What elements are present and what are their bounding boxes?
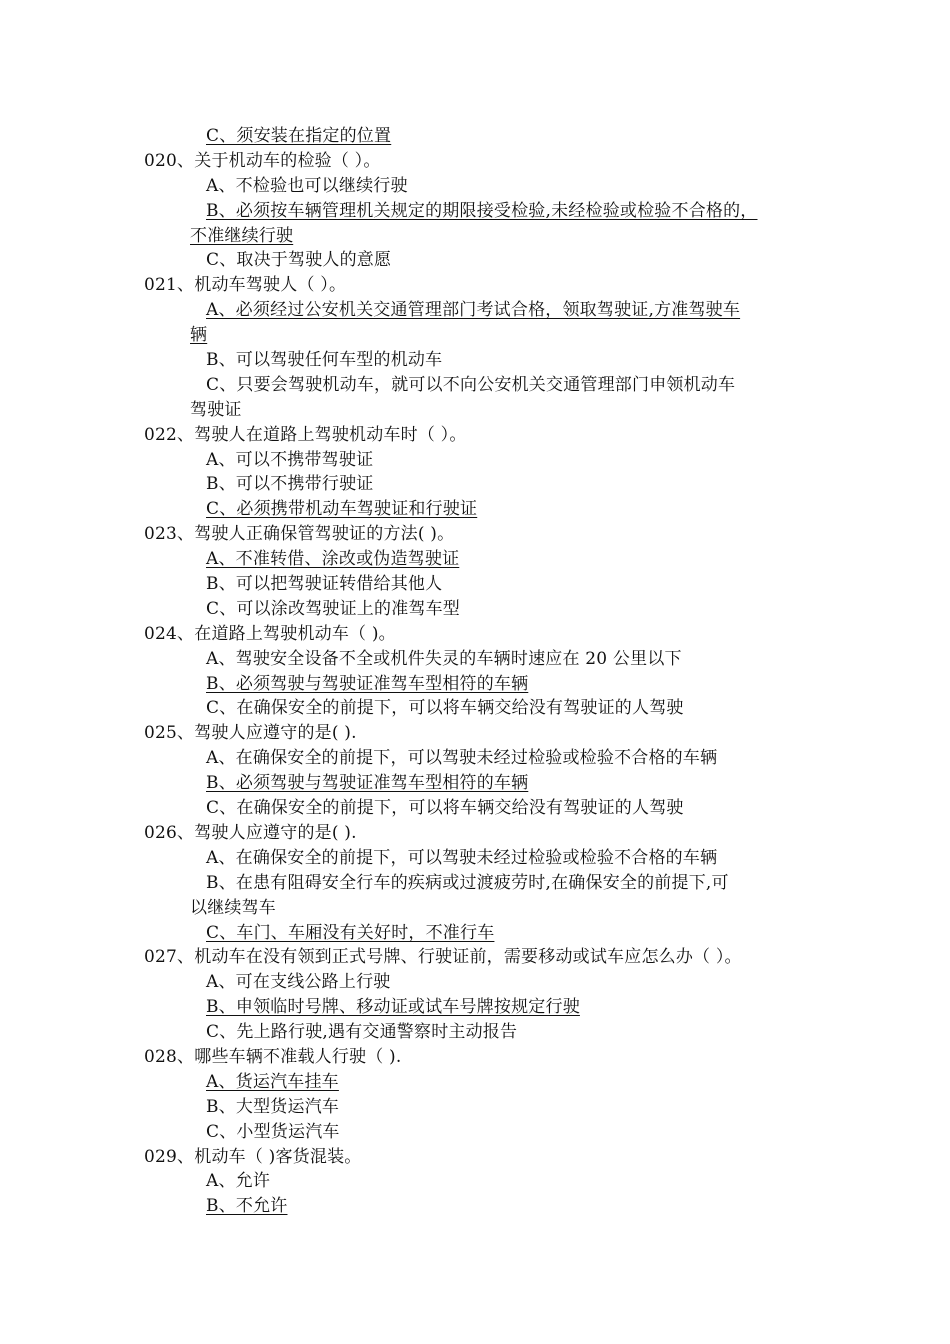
correct-answer-text: A、货运汽车挂车 bbox=[206, 1071, 339, 1092]
continuation-line bbox=[0, 224, 950, 249]
continuation-line bbox=[0, 323, 950, 348]
line-text: C、先上路行驶,遇有交通警察时主动报告 bbox=[206, 1022, 518, 1043]
line-text: 024、在道路上驾驶机动车（ )。 bbox=[144, 623, 396, 644]
question-line bbox=[0, 149, 950, 174]
line-text: C、取决于驾驶人的意愿 bbox=[206, 250, 392, 271]
question-line bbox=[0, 1045, 950, 1070]
correct-answer-text: C、须安装在指定的位置 bbox=[206, 126, 392, 146]
question-line bbox=[0, 1145, 950, 1170]
question-line bbox=[0, 423, 950, 448]
option-line bbox=[0, 647, 950, 672]
option-line bbox=[0, 174, 950, 199]
option-line bbox=[0, 1194, 950, 1219]
line-text: B、可以驾驶任何车型的机动车 bbox=[206, 350, 443, 371]
line-text: A、可在支线公路上行驶 bbox=[206, 972, 391, 993]
correct-answer-text: B、不允许 bbox=[206, 1196, 288, 1217]
continuation-line bbox=[0, 398, 950, 423]
correct-answer-text: B、申领临时号牌、移动证或试车号牌按规定行驶 bbox=[206, 997, 580, 1018]
correct-answer-text: 辆 bbox=[190, 325, 208, 346]
document-page bbox=[0, 124, 950, 1219]
option-line bbox=[0, 1120, 950, 1145]
line-text: 022、驾驶人在道路上驾驶机动车时（ ）。 bbox=[144, 424, 467, 445]
option-line bbox=[0, 871, 950, 896]
continuation-line bbox=[0, 896, 950, 921]
line-text: 驾驶证 bbox=[190, 399, 242, 420]
line-text: B、可以把驾驶证转借给其他人 bbox=[206, 574, 443, 595]
line-text: 025、驾驶人应遵守的是( ). bbox=[144, 723, 357, 744]
line-text: C、小型货运汽车 bbox=[206, 1121, 340, 1142]
option-line bbox=[0, 1020, 950, 1045]
option-line bbox=[0, 298, 950, 323]
correct-answer-text: C、必须携带机动车驾驶证和行驶证 bbox=[206, 499, 478, 520]
option-line bbox=[0, 448, 950, 473]
line-text: 023、驾驶人正确保管驾驶证的方法( )。 bbox=[144, 524, 455, 545]
option-line bbox=[0, 199, 950, 224]
correct-answer-text: A、不准转借、涂改或伪造驾驶证 bbox=[206, 549, 460, 570]
line-text: A、在确保安全的前提下，可以驾驶未经过检验或检验不合格的车辆 bbox=[206, 847, 718, 868]
line-text: B、可以不携带行驶证 bbox=[206, 474, 374, 495]
question-line bbox=[0, 721, 950, 746]
option-line bbox=[0, 248, 950, 273]
question-line bbox=[0, 273, 950, 298]
correct-answer-text: 不准继续行驶 bbox=[190, 225, 294, 246]
option-line bbox=[0, 124, 950, 149]
question-line bbox=[0, 945, 950, 970]
correct-answer-text: B、必须按车辆管理机关规定的期限接受检验,未经检验或检验不合格的， bbox=[206, 200, 758, 221]
line-text: C、可以涂改驾驶证上的准驾车型 bbox=[206, 598, 461, 619]
correct-answer-text: B、必须驾驶与驾驶证准驾车型相符的车辆 bbox=[206, 673, 529, 694]
option-line bbox=[0, 696, 950, 721]
option-line bbox=[0, 796, 950, 821]
line-text: 027、机动车在没有领到正式号牌、行驶证前，需要移动或试车应怎么办（ ）。 bbox=[144, 947, 742, 968]
option-line bbox=[0, 572, 950, 597]
line-text: 021、机动车驾驶人（ ）。 bbox=[144, 275, 347, 296]
option-line bbox=[0, 970, 950, 995]
line-text: C、在确保安全的前提下，可以将车辆交给没有驾驶证的人驾驶 bbox=[206, 698, 684, 719]
line-text: B、在患有阻碍安全行车的疾病或过渡疲劳时,在确保安全的前提下,可 bbox=[206, 872, 729, 893]
option-line bbox=[0, 1169, 950, 1194]
line-text: C、在确保安全的前提下，可以将车辆交给没有驾驶证的人驾驶 bbox=[206, 798, 684, 819]
option-line bbox=[0, 995, 950, 1020]
question-line bbox=[0, 821, 950, 846]
option-line bbox=[0, 771, 950, 796]
option-line bbox=[0, 547, 950, 572]
line-text: B、大型货运汽车 bbox=[206, 1096, 340, 1117]
correct-answer-text: C、车门、车厢没有关好时，不准行车 bbox=[206, 922, 495, 943]
line-text: 029、机动车（ )客货混装。 bbox=[144, 1146, 362, 1167]
line-text: 020、关于机动车的检验（ ）。 bbox=[144, 150, 381, 171]
line-text: A、不检验也可以继续行驶 bbox=[206, 175, 408, 196]
option-line bbox=[0, 746, 950, 771]
line-text: 026、驾驶人应遵守的是( ). bbox=[144, 822, 357, 843]
option-line bbox=[0, 348, 950, 373]
correct-answer-text: B、必须驾驶与驾驶证准驾车型相符的车辆 bbox=[206, 773, 529, 794]
line-text: C、只要会驾驶机动车，就可以不向公安机关交通管理部门申领机动车 bbox=[206, 374, 736, 395]
correct-answer-text: A、必须经过公安机关交通管理部门考试合格，领取驾驶证,方准驾驶车 bbox=[206, 300, 741, 321]
line-text: A、驾驶安全设备不全或机件失灵的车辆时速应在 20 公里以下 bbox=[206, 648, 682, 669]
option-line bbox=[0, 373, 950, 398]
line-text: 028、哪些车辆不准载人行驶（ ). bbox=[144, 1046, 402, 1067]
option-line bbox=[0, 597, 950, 622]
option-line bbox=[0, 497, 950, 522]
line-text: A、可以不携带驾驶证 bbox=[206, 449, 374, 470]
option-line bbox=[0, 1095, 950, 1120]
question-line bbox=[0, 622, 950, 647]
option-line bbox=[0, 1070, 950, 1095]
option-line bbox=[0, 921, 950, 946]
question-line bbox=[0, 522, 950, 547]
line-text: A、允许 bbox=[206, 1171, 271, 1192]
line-text: A、在确保安全的前提下，可以驾驶未经过检验或检验不合格的车辆 bbox=[206, 748, 718, 769]
option-line bbox=[0, 672, 950, 697]
option-line bbox=[0, 472, 950, 497]
option-line bbox=[0, 846, 950, 871]
line-text: 以继续驾车 bbox=[190, 897, 276, 918]
